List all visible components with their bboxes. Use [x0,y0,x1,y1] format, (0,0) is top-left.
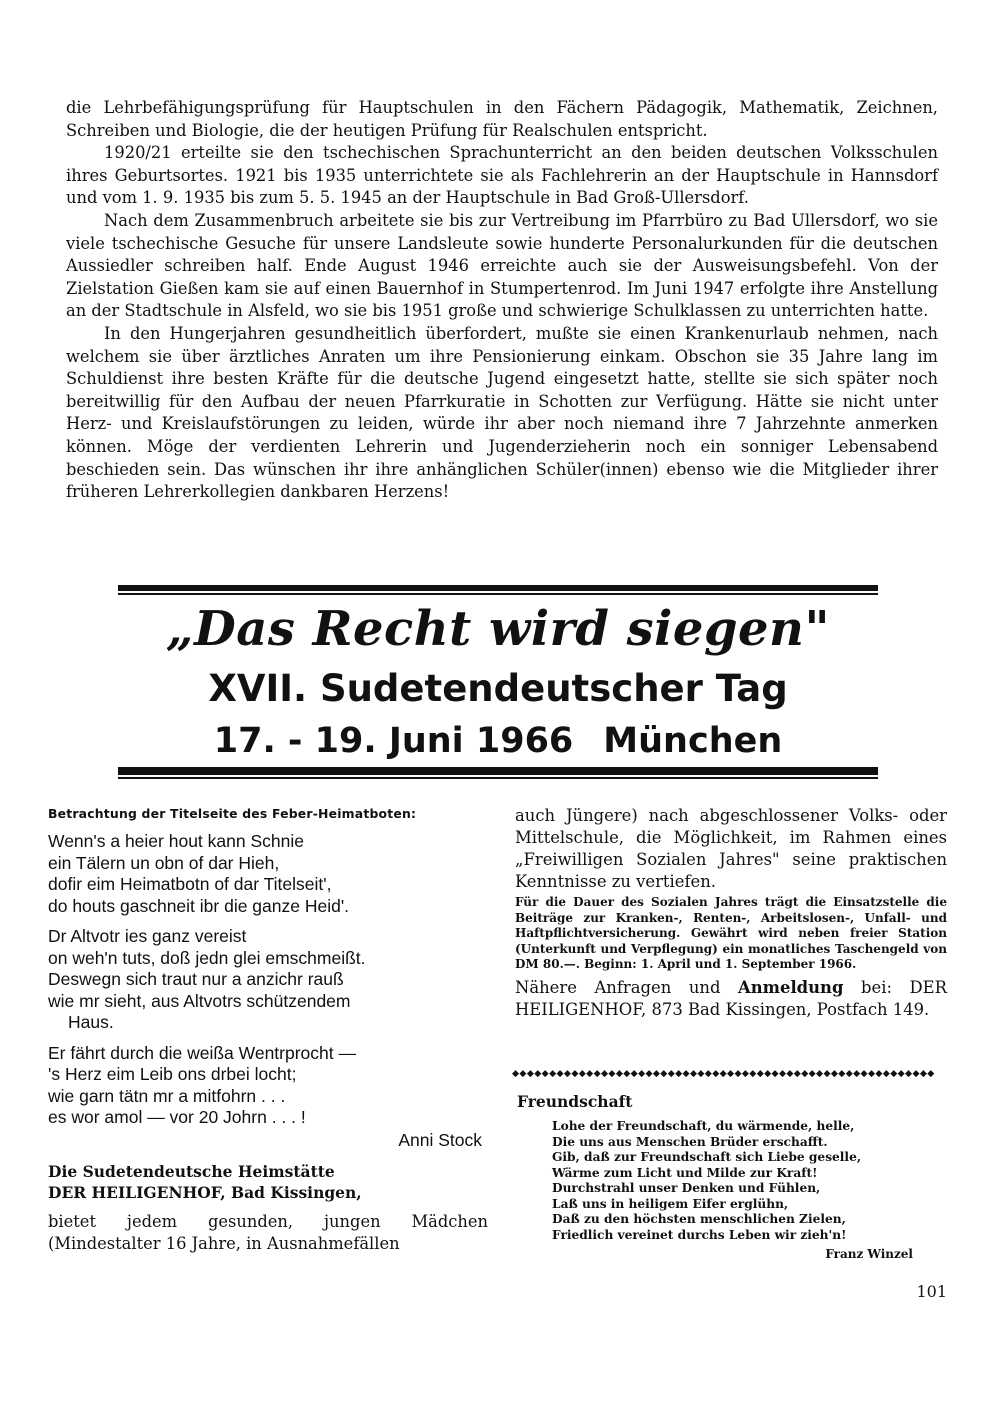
poem-stanza [48,1043,488,1129]
page-number: 101 [916,1282,947,1301]
heimstaette-heading-line: DER HEILIGENHOF, Bad Kissingen, [48,1182,362,1202]
article-paragraph: In den Hungerjahren gesundheitlich überfordert, mußte sie einen Krankenurlaub nehmen, nach welchem sie über ärztliches Anraten um ihre Pensionierung einkam. Obschon sie 35 Jahre lang im Schuldienst ihre besten Kräfte für die deutsche Jugend eingesetzt hatte, stellte sie sich später noch bereitwillig für den Aufbau der neuen Pfarrkuratie in Schotten zur Verfügung. Hätte sie nicht unter Herz- und Kreislaufstörungen zu leiden, würde ihr aber noch niemand ihre 7 Jahrzehnte anmerken können. Möge der verdienten Lehrerin und Jugenderzieherin noch ein sonniger Lebensabend beschieden sein. Das wünschen ihr ihre anhänglichen Schüler(innen) ebenso wie die Mitglieder ihrer früheren Lehrerkollegien dankbaren Herzens! [66,323,938,502]
poem-stanza [48,831,488,917]
banner-title: XVII. Sudetendeutscher Tag [208,667,788,710]
banner-motto: „Das Recht wird siegen" [166,601,830,657]
friendship-line: Friedlich vereinet durchs Leben wir zieh'n! [552,1227,847,1242]
poem-line: ein Tälern un obn of dar Hieh, [48,852,280,873]
banner-top-rule [118,585,878,591]
poem-line: Haus. [68,1012,114,1032]
poem-line: wie garn tätn mr a mitfohrn . . . [48,1085,286,1106]
friendship-heading: Freundschaft [517,1092,633,1111]
heimstaette-continuation: auch Jüngere) nach abgeschlossener Volks- oder Mittelschule, die Möglichkeit, im Rahmen eines „Freiwilligen Sozialen Jahres" seine praktischen Kenntnisse zu vertiefen. [515,806,947,891]
heimstaette-details: Für die Dauer des Sozialen Jahres trägt die Einsatzstelle die Beiträge zur Kranken-, Renten-, Arbeitslosen-, Unfall- und Haftpflichtversicherung. Gewährt wird neben freier Station (Unterkunft und Verpflegung) ein monatliches Taschengeld von DM 80.—. Beginn: 1. April und 1. September 1966. [515,895,947,971]
heimstaette-body: bietet jedem gesunden, jungen Mädchen (Mindestalter 16 Jahre, in Ausnahmefällen [48,1211,488,1253]
friendship-line: Wärme zum Licht und Milde zur Kraft! [552,1165,818,1180]
left-column [48,805,488,1255]
inquiry-suffix: bei: DER HEILIGENHOF, 873 Bad Kissingen, Postfach 149. [515,977,947,1019]
poem-line: Er fährt durch die weißa Wentrprocht — [48,1042,356,1063]
poem-line: 's Herz eim Leib ons drbei locht; [48,1064,297,1084]
poem-line: es wor amol — vor 20 Johrn . . . ! [48,1107,306,1127]
poem-line: do houts gaschneit ibr die ganze Heid'. [48,895,350,916]
poem-line: Dr Altvotr ies ganz vereist [48,926,247,946]
article-paragraph: Nach dem Zusammenbruch arbeitete sie bis zur Vertreibung im Pfarrbüro zu Bad Ullersdorf, wo sie viele tschechische Gesuche für unsere Landsleute sowie hunderte Personalurkunden für die deutschen Aussiedler schreiben half. Ende August 1946 erreichte auch sie der Ausweisungsbefehl. Von der Zielstation Gießen kam sie auf einen Bauernhof in Stumpertenrod. Im Juni 1947 erfolgte ihre Anstellung an der Stadtschule in Alsfeld, wo sie bis 1951 große und schwierige Schulklassen zu unterrichten hatte. [66,210,938,321]
article-paragraph: die Lehrbefähigungsprüfung für Hauptschulen in den Fächern Pädagogik, Mathematik, Zeichnen, Schreiben und Biologie, die der heutigen Prüfung für Realschulen entspricht. [66,98,938,140]
friendship-author: Franz Winzel [825,1247,913,1261]
banner-city: München [603,721,783,761]
banner-bottom-thin-rule [118,777,878,779]
poem-heading: Betrachtung der Titelseite des Feber-Heimatboten: [48,806,417,821]
friendship-line: Durchstrahl unser Denken und Fühlen, [552,1181,821,1195]
friendship-line: Laß uns in heiligem Eifer erglühn, [552,1196,789,1211]
friendship-line: Daß zu den höchsten menschlichen Zielen, [552,1212,846,1226]
inquiry-prefix: Nähere Anfragen und [515,977,721,997]
banner-date-line [118,718,878,764]
poem-line: Wenn's a heier hout kann Schnie [48,831,304,851]
right-column [515,805,947,1021]
banner-bottom-rule [118,767,878,775]
poem-line: dofir eim Heimatbotn of dar Titelseit', [48,874,332,894]
heimstaette-heading-line: Die Sudetendeutsche Heimstätte [48,1161,335,1181]
article-paragraph: 1920/21 erteilte sie den tschechischen Sprachunterricht an den beiden deutschen Volksschulen ihres Geburtsortes. 1921 bis 1935 unterrichtete sie als Fachlehrerin an der Hauptschule in Hannsdorf und vom 1. 9. 1935 bis zum 5. 5. 1945 an der Hauptschule in Bad Groß-Ullersdorf. [66,143,938,208]
banner-dates: 17. - 19. Juni 1966 [213,721,574,761]
poem-stanza [48,926,488,1034]
banner-top-thin-rule [118,593,878,595]
inquiry-bold: Anmeldung [738,977,844,997]
biography-article [66,97,938,504]
heimstaette-heading [48,1161,488,1203]
heimstaette-inquiry [515,977,947,1021]
friendship-poem [552,1119,922,1243]
poem-line: on weh'n tuts, doß jedn glei emschmeißt. [48,947,366,968]
poem-line: wie mr sieht, aus Altvotrs schützendem [48,990,351,1011]
friendship-line: Gib, daß zur Freundschaft sich Liebe geselle, [552,1150,862,1164]
friendship-line: Die uns aus Menschen Brüder erschafft. [552,1134,828,1149]
poem-author: Anni Stock [398,1129,482,1150]
friendship-line: Lohe der Freundschaft, du wärmende, helle, [552,1119,855,1133]
poem-line: Deswegn sich traut nur a anzichr rauß [48,969,344,989]
diamond-separator: ◆◆◆◆◆◆◆◆◆◆◆◆◆◆◆◆◆◆◆◆◆◆◆◆◆◆◆◆◆◆◆◆◆◆◆◆◆◆◆◆◆◆◆◆◆◆◆◆◆◆◆◆◆◆◆◆◆ [512,1068,935,1079]
